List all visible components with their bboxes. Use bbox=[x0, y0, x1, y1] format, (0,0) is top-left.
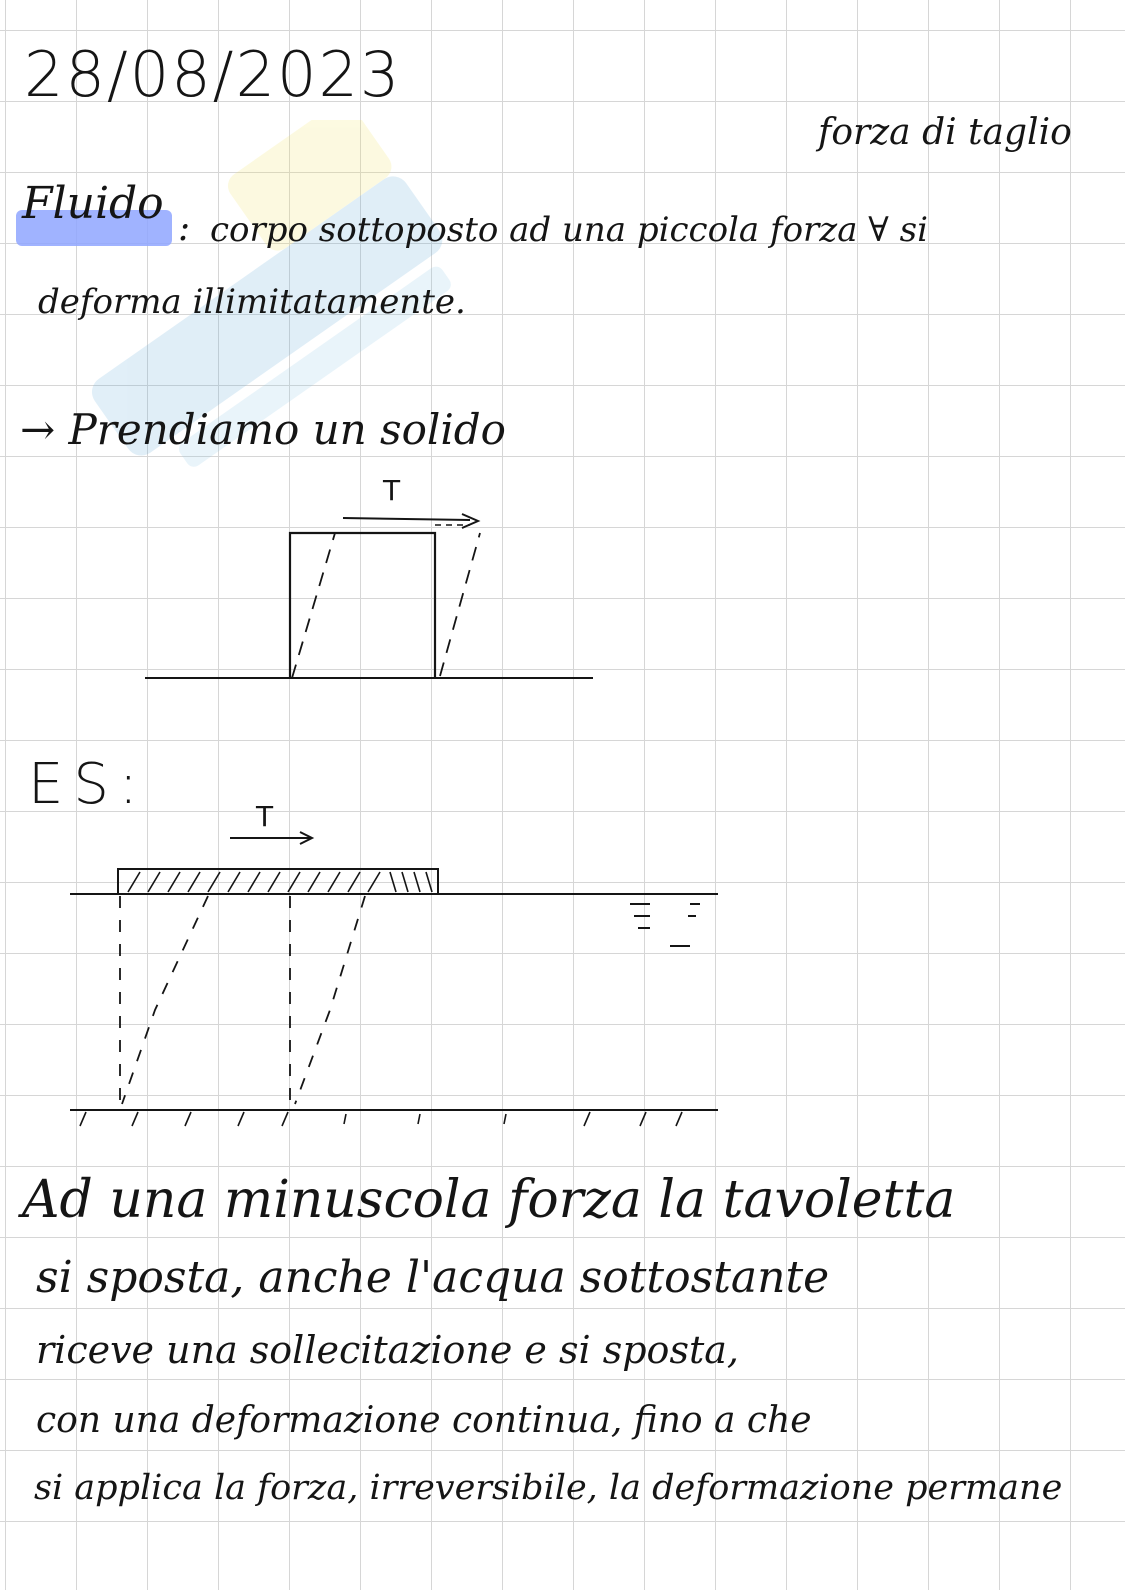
example-intro: → Prendiamo un solido bbox=[20, 405, 506, 454]
definition-line-1: corpo sottoposto ad una piccola forza ∀ si bbox=[210, 210, 928, 250]
bottom-hatching bbox=[80, 1112, 682, 1126]
definition-colon: : bbox=[178, 208, 191, 249]
water-deformation-lines bbox=[120, 896, 365, 1104]
water-level-symbol bbox=[630, 904, 700, 946]
paragraph-line-2: si sposta, anche l'acqua sottostante bbox=[36, 1252, 830, 1303]
side-note: forza di taglio bbox=[818, 112, 1072, 153]
note-date: 28/08/2023 bbox=[24, 38, 402, 111]
paragraph-line-4: con una deformazione continua, fino a che bbox=[36, 1400, 812, 1441]
force-label-1: T bbox=[383, 474, 401, 507]
example-label: ES: bbox=[28, 752, 148, 817]
definition-term: Fluido bbox=[22, 178, 164, 229]
paragraph-line-5: si applica la forza, irreversibile, la deformazione permane bbox=[34, 1468, 1063, 1508]
force-label-2: T bbox=[256, 800, 274, 833]
paragraph-line-1: Ad una minuscola forza la tavoletta bbox=[22, 1170, 956, 1230]
paragraph-line-3: riceve una sollecitazione e si sposta, bbox=[36, 1328, 739, 1372]
plank-hatching bbox=[128, 872, 432, 892]
definition-line-2: deforma illimitatamente. bbox=[38, 282, 466, 322]
